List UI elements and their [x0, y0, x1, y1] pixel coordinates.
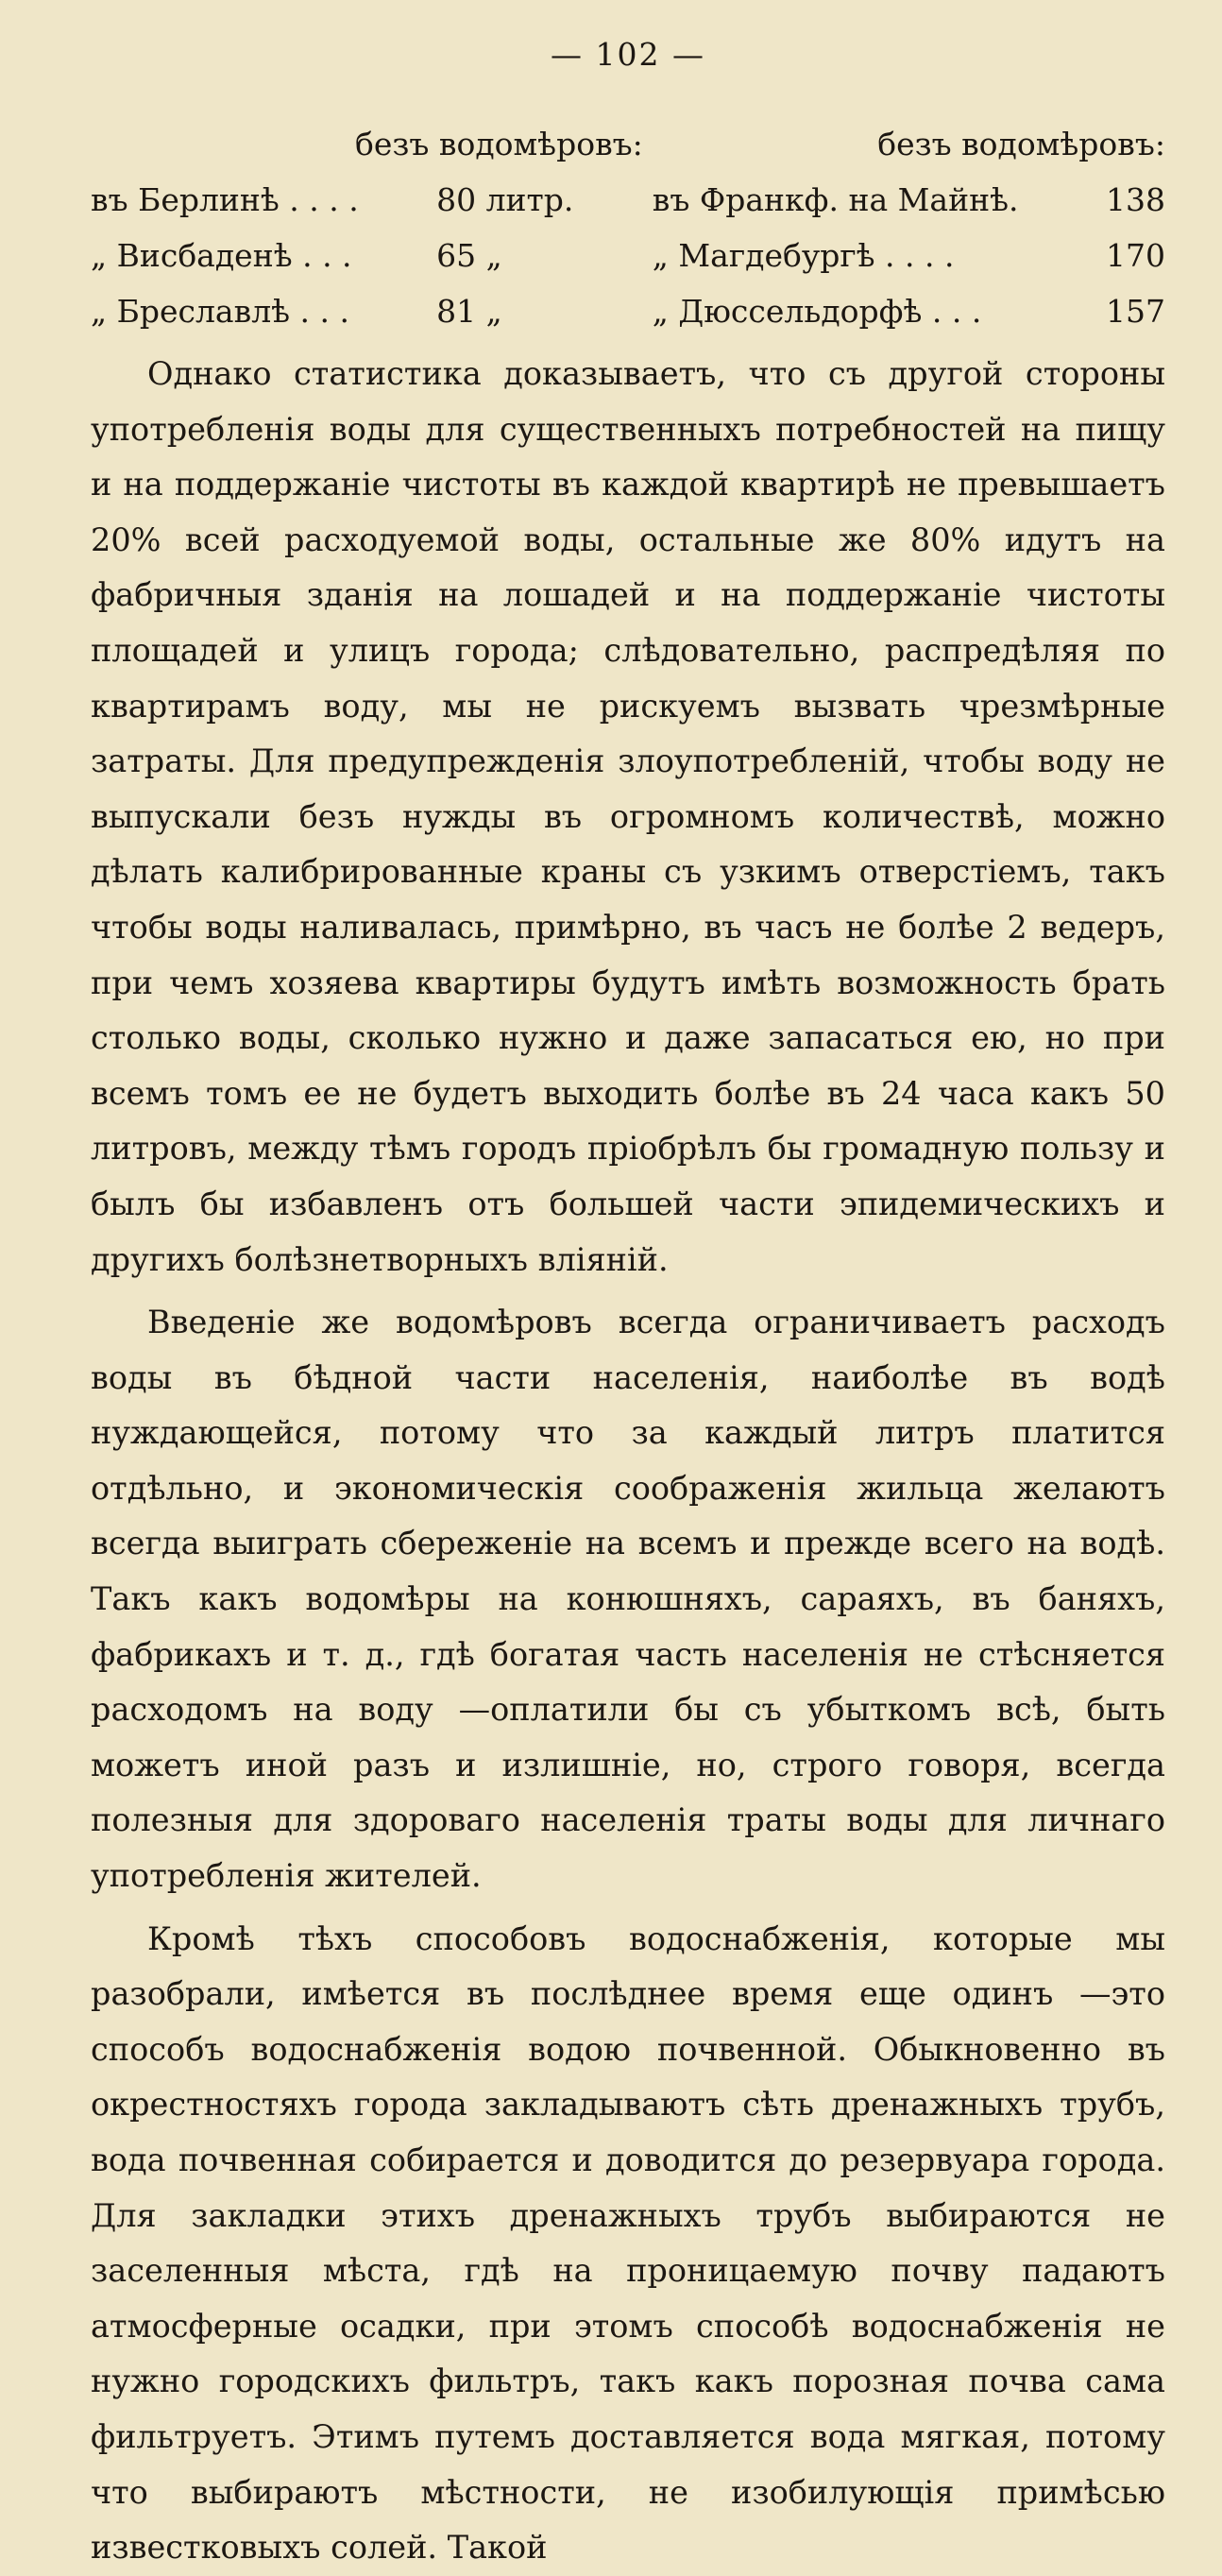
consumption-value: 157 — [1106, 293, 1165, 330]
consumption-value: 138 — [1106, 181, 1165, 218]
table-row — [91, 283, 1165, 339]
page-number: — 102 — — [551, 36, 705, 73]
city-name: въ Берлинѣ . . . . — [91, 181, 359, 218]
consumption-value: 81 „ — [436, 293, 502, 330]
consumption-value: 170 — [1106, 237, 1165, 274]
table-header-left: безъ водомѣровъ: — [355, 126, 643, 162]
table-row — [91, 172, 1165, 228]
city-name: „ Магдебургѣ . . . . — [652, 237, 955, 274]
water-consumption-table — [91, 116, 1165, 339]
city-name: „ Бреславлѣ . . . — [91, 293, 349, 330]
table-header-row — [91, 116, 1165, 172]
body-paragraph: Однако статистика доказываетъ, что съ другой стороны употребленія воды для существенныхъ потребностей на пищу и на поддержаніе чистоты въ каждой квартирѣ не превышаетъ 20% всей расходуемой воды, остальные же 80% идутъ на фабричныя зданія на лошадей и на поддержаніе чистоты площадей и улицъ города; слѣдовательно, распредѣляя по квартирамъ воду, мы не рискуемъ вызвать чрезмѣрные затраты. Для предупрежденія злоупотребленій, чтобы воду не выпускали безъ нужды въ огромномъ количествѣ, можно дѣлать калибрированные краны съ узкимъ отверстіемъ, такъ чтобы воды наливалась, примѣрно, въ часъ не болѣе 2 ведеръ, при чемъ хозяева квартиры будутъ имѣть возможность брать столько воды, сколько нужно и даже запасаться ею, но при всемъ томъ ее не будетъ выходить болѣе въ 24 часа какъ 50 литровъ, между тѣмъ городъ пріобрѣлъ бы громадную пользу и былъ бы избавленъ отъ большей части эпидемическихъ и другихъ болѣзнетворныхъ вліяній. — [91, 355, 1165, 1278]
table-header-right: безъ водомѣровъ: — [877, 126, 1165, 162]
consumption-value: 80 литр. — [436, 181, 574, 218]
city-name: въ Франкф. на Майнѣ. — [652, 181, 1019, 218]
city-name: „ Дюссельдорфѣ . . . — [652, 293, 982, 330]
city-name: „ Висбаденѣ . . . — [91, 237, 352, 274]
table-row — [91, 228, 1165, 283]
body-paragraph: Введеніе же водомѣровъ всегда ограничиваетъ расходъ воды въ бѣдной части населенія, наиболѣе въ водѣ нуждающейся, потому что за каждый литръ платится отдѣльно, и экономическія соображенія жильца желаютъ всегда выиграть сбереженіе на всемъ и прежде всего на водѣ. Такъ какъ водомѣры на конюшняхъ, сараяхъ, въ баняхъ, фабрикахъ и т. д., гдѣ богатая часть населенія не стѣсняется расходомъ на воду —оплатили бы съ убыткомъ всѣ, быть можетъ иной разъ и излишніе, но, строго говоря, всегда полезныя для здороваго населенія траты воды для личнаго употребленія жителей. — [91, 1304, 1165, 1895]
body-paragraph: Кромѣ тѣхъ способовъ водоснабженія, которые мы разобрали, имѣется въ послѣднее время еще одинъ —это способъ водоснабженія водою почвенной. Обыкновенно въ окрестностяхъ города закладываютъ сѣть дренажныхъ трубъ, вода почвенная собирается и доводится до резервуара города. Для закладки этихъ дренажныхъ трубъ выбираются не заселенныя мѣста, гдѣ на проницаемую почву падаютъ атмосферные осадки, при этомъ способѣ водоснабженія не нужно городскихъ фильтръ, такъ какъ порозная почва сама фильтруетъ. Этимъ путемъ доставляется вода мягкая, потому что выбираютъ мѣстности, не изобилующія примѣсью известковыхъ солей. Такой — [91, 1919, 1165, 2567]
consumption-value: 65 „ — [436, 237, 502, 274]
